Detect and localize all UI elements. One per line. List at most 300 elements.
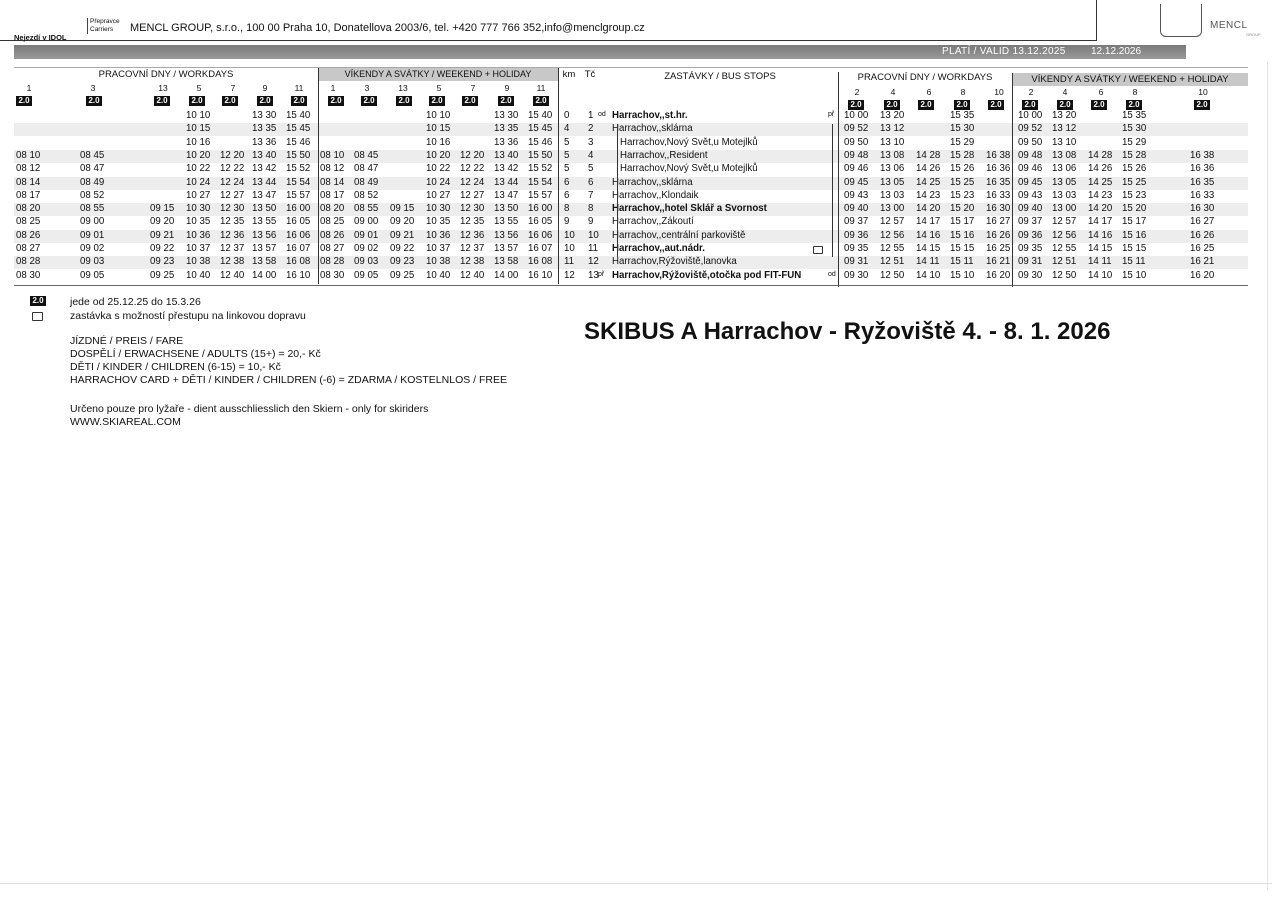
departure-time: 15 57 [286, 189, 311, 201]
departure-time: 15 54 [286, 176, 311, 188]
table-row [14, 110, 1248, 123]
departure-time: 15 17 [950, 216, 975, 228]
departure-time: 13 12 [1052, 123, 1077, 135]
table-row [14, 123, 1248, 136]
departure-time: 09 21 [390, 229, 415, 241]
departure-time: 12 35 [460, 216, 485, 228]
departure-time: 12 37 [220, 243, 245, 254]
departure-time: 14 20 [1088, 203, 1113, 215]
departure-time: 15 46 [528, 136, 553, 148]
departure-time: 15 45 [286, 123, 311, 135]
departure-time: 13 05 [1052, 176, 1077, 188]
departure-time: 08 14 [16, 176, 41, 188]
operation-badge: 2.0 [396, 96, 412, 106]
trip-number: 11 [536, 83, 546, 93]
departure-time: 15 50 [528, 149, 553, 161]
departure-time: 13 47 [252, 189, 277, 201]
departure-time: 12 20 [460, 149, 485, 161]
departure-time: 13 58 [494, 256, 519, 268]
carrier-label-cz: Přepravce [90, 18, 120, 25]
departure-time: 12 51 [880, 256, 905, 268]
departure-time: 16 27 [986, 216, 1011, 228]
table-bottom-line [14, 285, 1248, 286]
stop-name: Harrachov,Nový Svět,u Motejlků [620, 163, 758, 175]
departure-time: 13 56 [494, 229, 519, 241]
legend-transfer: zastávka s možností přestupu na linkovou dopravu [70, 310, 306, 322]
stop-number: 13 [588, 269, 599, 281]
departure-time: 14 26 [1088, 163, 1113, 175]
page-edge [1267, 62, 1268, 890]
departure-time: 10 36 [186, 229, 211, 241]
departure-time: 09 36 [844, 229, 869, 241]
section-divider [318, 68, 319, 284]
departure-time: 16 10 [528, 269, 553, 281]
departure-time: 13 55 [494, 216, 519, 228]
departure-time: 08 27 [320, 243, 345, 254]
departure-time: 15 52 [286, 163, 311, 175]
departure-time: 09 52 [844, 123, 869, 135]
trip-number: 11 [294, 83, 304, 93]
departure-time: 14 11 [1088, 256, 1112, 268]
operation-badge: 2.0 [462, 96, 478, 106]
operation-badge: 2.0 [328, 96, 344, 106]
km-value: 5 [564, 149, 570, 161]
direction-mark: př [828, 111, 835, 118]
departure-time: 10 16 [186, 136, 211, 148]
departure-time: 10 37 [426, 243, 451, 254]
trip-number: 1 [26, 83, 32, 93]
trip-number: 6 [1098, 87, 1104, 97]
departure-time: 15 54 [528, 176, 553, 188]
stop-number: 6 [588, 176, 594, 188]
departure-time: 15 10 [1122, 269, 1147, 281]
direction-line [617, 124, 618, 257]
table-row [14, 137, 1248, 150]
departure-time: 13 42 [252, 163, 277, 175]
departure-time: 09 20 [390, 216, 415, 228]
departure-time: 14 23 [1088, 189, 1113, 201]
departure-time: 10 16 [426, 136, 451, 148]
departure-time: 13 36 [252, 136, 277, 148]
departure-time: 14 17 [916, 216, 941, 228]
stop-name: Harrachov,,aut.nádr. [612, 243, 705, 254]
departure-time: 14 10 [916, 269, 941, 281]
departure-time: 09 15 [390, 203, 415, 215]
departure-time: 12 30 [220, 203, 245, 215]
departure-time: 09 31 [1018, 256, 1043, 268]
departure-time: 09 00 [354, 216, 379, 228]
operation-badge: 2.0 [222, 96, 238, 106]
departure-time: 09 36 [1018, 229, 1043, 241]
stop-number: 12 [588, 256, 599, 268]
table-row [14, 270, 1248, 283]
departure-time: 12 55 [880, 243, 905, 254]
departure-time: 15 45 [528, 123, 553, 135]
departure-time: 08 12 [320, 163, 345, 175]
departure-time: 16 00 [286, 203, 311, 215]
departure-time: 15 46 [286, 136, 311, 148]
departure-time: 08 20 [320, 203, 345, 215]
operation-badge: 2.0 [848, 100, 864, 110]
km-value: 9 [564, 216, 570, 228]
departure-time: 09 25 [150, 269, 175, 281]
departure-time: 09 52 [1018, 123, 1043, 135]
departure-time: 15 25 [1122, 176, 1147, 188]
departure-time: 09 35 [1018, 243, 1043, 254]
departure-time: 10 15 [426, 123, 451, 135]
departure-time: 13 42 [494, 163, 519, 175]
stop-number: 7 [588, 189, 594, 201]
table-row [14, 150, 1248, 163]
departure-time: 12 24 [220, 176, 245, 188]
departure-time: 14 00 [494, 269, 519, 281]
table-top-line [14, 67, 1248, 68]
departure-time: 10 40 [426, 269, 451, 281]
stop-name: Harrachov,,sklárna [612, 176, 693, 188]
departure-time: 08 25 [320, 216, 345, 228]
operation-badge: 2.0 [86, 96, 102, 106]
departure-time: 14 15 [916, 243, 941, 254]
trip-number: 10 [1198, 87, 1208, 97]
departure-time: 08 55 [354, 203, 379, 215]
departure-time: 14 00 [252, 269, 277, 281]
departure-time: 15 25 [950, 176, 975, 188]
operation-badge: 2.0 [154, 96, 170, 106]
departure-time: 10 27 [186, 189, 211, 201]
departure-time: 15 50 [286, 149, 311, 161]
fare-children: DĚTI / KINDER / CHILDREN (6-15) = 10,- Kč [70, 361, 281, 373]
operation-badge: 2.0 [16, 96, 32, 106]
trip-number: 9 [504, 83, 510, 93]
departure-time: 09 43 [844, 189, 869, 201]
departure-time: 08 12 [16, 163, 41, 175]
departure-time: 08 45 [354, 149, 379, 161]
skiers-only-note: Určeno pouze pro lyžaře - dient ausschliesslich den Skiern - only for skiriders [70, 403, 429, 415]
operation-badge: 2.0 [1126, 100, 1142, 110]
departure-time: 08 49 [354, 176, 379, 188]
departure-time: 09 45 [1018, 176, 1043, 188]
stop-name: Harrachov,Rýžoviště,otočka pod FIT-FUN [612, 269, 802, 281]
departure-time: 08 20 [16, 203, 41, 215]
operation-badge: 2.0 [1091, 100, 1107, 110]
departure-time: 16 00 [528, 203, 553, 215]
table-row [14, 190, 1248, 203]
stop-name: Harrachov,,Resident [620, 149, 708, 161]
departure-time: 13 20 [880, 110, 905, 121]
departure-time: 15 40 [286, 110, 311, 121]
departure-time: 09 21 [150, 229, 175, 241]
section-divider [558, 68, 559, 284]
stop-number: 9 [588, 216, 594, 228]
departure-time: 15 40 [528, 110, 553, 121]
departure-time: 15 30 [1122, 123, 1147, 135]
departure-time: 14 20 [916, 203, 941, 215]
header-frame [0, 0, 1097, 41]
departure-time: 14 11 [916, 256, 940, 268]
departure-time: 09 48 [844, 149, 869, 161]
departure-time: 13 03 [1052, 189, 1077, 201]
departure-time: 10 22 [426, 163, 451, 175]
logo-subtext: GROUP [1246, 32, 1261, 37]
departure-time: 14 15 [1088, 243, 1113, 254]
departure-time: 09 05 [80, 269, 105, 281]
departure-time: 15 23 [950, 189, 975, 201]
departure-time: 13 03 [880, 189, 905, 201]
departure-time: 08 10 [16, 149, 41, 161]
departure-time: 10 30 [426, 203, 451, 215]
departure-time: 12 36 [460, 229, 485, 241]
departure-time: 16 35 [1190, 176, 1215, 188]
right-workdays-header: PRACOVNÍ DNY / WORKDAYS [857, 72, 993, 83]
valid-from: PLATÍ / VALID 13.12.2025 [942, 46, 1066, 57]
departure-time: 12 20 [220, 149, 245, 161]
departure-time: 15 11 [1122, 256, 1146, 268]
operation-badge: 2.0 [918, 100, 934, 110]
fare-adults: DOSPĚLÍ / ERWACHSENE / ADULTS (15+) = 20,- Kč [70, 348, 321, 360]
logo-text: MENCL [1210, 20, 1248, 31]
departure-time: 13 06 [1052, 163, 1077, 175]
operation-badge: 2.0 [1194, 100, 1210, 110]
departure-time: 15 26 [950, 163, 975, 175]
departure-time: 15 29 [950, 136, 975, 148]
departure-time: 13 06 [880, 163, 905, 175]
departure-time: 08 52 [354, 189, 379, 201]
departure-time: 09 02 [80, 243, 105, 254]
operation-badge: 2.0 [533, 96, 549, 106]
departure-time: 13 35 [494, 123, 519, 135]
departure-time: 08 49 [80, 176, 105, 188]
departure-time: 15 28 [950, 149, 975, 161]
departure-time: 16 07 [528, 243, 553, 254]
km-value: 4 [564, 123, 570, 135]
departure-time: 16 36 [1190, 163, 1215, 175]
km-value: 10 [564, 243, 575, 254]
departure-time: 12 38 [460, 256, 485, 268]
departure-time: 16 20 [1190, 269, 1215, 281]
km-header: km [562, 69, 576, 80]
stop-name: Harrachov,Rýžoviště,lanovka [612, 256, 737, 268]
trip-number: 7 [470, 83, 476, 93]
operation-badge: 2.0 [954, 100, 970, 110]
km-value: 12 [564, 269, 575, 281]
departure-time: 15 11 [950, 256, 974, 268]
departure-time: 13 20 [1052, 110, 1077, 121]
left-workdays-header: PRACOVNÍ DNY / WORKDAYS [98, 69, 234, 80]
departure-time: 10 30 [186, 203, 211, 215]
table-row [14, 243, 1248, 256]
departure-time: 13 00 [1052, 203, 1077, 215]
departure-time: 16 25 [986, 243, 1011, 254]
departure-time: 14 10 [1088, 269, 1113, 281]
departure-time: 16 20 [986, 269, 1011, 281]
table-row [14, 177, 1248, 190]
legend-validity: jede od 25.12.25 do 15.3.26 [70, 296, 201, 308]
departure-time: 16 25 [1190, 243, 1215, 254]
trip-number: 6 [926, 87, 932, 97]
departure-time: 16 30 [986, 203, 1011, 215]
departure-time: 13 47 [494, 189, 519, 201]
departure-time: 08 47 [80, 163, 105, 175]
departure-time: 08 28 [16, 256, 41, 268]
departure-time: 09 35 [844, 243, 869, 254]
departure-time: 08 55 [80, 203, 105, 215]
departure-time: 15 20 [950, 203, 975, 215]
stop-name: Harrachov,Nový Svět,u Motejlků [620, 136, 758, 148]
stop-name: Harrachov,,Klondaik [612, 189, 699, 201]
departure-time: 16 06 [286, 229, 311, 241]
carrier-label [87, 18, 120, 34]
departure-time: 10 24 [186, 176, 211, 188]
table-row [14, 203, 1248, 216]
departure-time: 10 35 [426, 216, 451, 228]
departure-time: 14 16 [1088, 229, 1113, 241]
departure-time: 09 23 [390, 256, 415, 268]
departure-time: 10 10 [186, 110, 211, 121]
departure-time: 10 00 [844, 110, 869, 121]
departure-time: 13 10 [880, 136, 905, 148]
departure-time: 10 20 [426, 149, 451, 161]
direction-mark: od [598, 111, 606, 118]
departure-time: 15 35 [950, 110, 975, 121]
departure-time: 13 57 [494, 243, 519, 254]
km-value: 0 [564, 110, 570, 121]
table-row [14, 256, 1248, 269]
mencl-logo [1160, 4, 1272, 40]
departure-time: 08 14 [320, 176, 345, 188]
departure-time: 12 50 [880, 269, 905, 281]
departure-time: 08 25 [16, 216, 41, 228]
departure-time: 13 12 [880, 123, 905, 135]
departure-time: 12 22 [460, 163, 485, 175]
departure-time: 09 30 [1018, 269, 1043, 281]
departure-time: 09 48 [1018, 149, 1043, 161]
departure-time: 12 27 [460, 189, 485, 201]
stop-name: Harrachov,,centrální parkoviště [612, 229, 746, 241]
trip-number: 4 [890, 87, 896, 97]
departure-time: 08 17 [320, 189, 345, 201]
km-value: 10 [564, 229, 575, 241]
departure-time: 16 33 [986, 189, 1011, 201]
departure-time: 16 08 [286, 256, 311, 268]
departure-time: 09 03 [354, 256, 379, 268]
departure-time: 15 28 [1122, 149, 1147, 161]
trip-number: 3 [90, 83, 96, 93]
stop-number: 8 [588, 203, 594, 215]
departure-time: 10 35 [186, 216, 211, 228]
departure-time: 15 16 [950, 229, 975, 241]
departure-time: 09 50 [1018, 136, 1043, 148]
departure-time: 15 15 [950, 243, 975, 254]
left-weekend-header: VÍKENDY A SVÁTKY / WEEKEND + HOLIDAY [318, 68, 558, 81]
departure-time: 10 10 [426, 110, 451, 121]
stop-number: 2 [588, 123, 594, 135]
km-value: 8 [564, 203, 570, 215]
fare-title: JÍZDNÉ / PREIS / FARE [70, 335, 184, 347]
departure-time: 12 22 [220, 163, 245, 175]
departure-time: 14 23 [916, 189, 941, 201]
departure-time: 15 52 [528, 163, 553, 175]
operation-badge: 2.0 [291, 96, 307, 106]
departure-time: 16 06 [528, 229, 553, 241]
departure-time: 14 25 [1088, 176, 1113, 188]
departure-time: 10 38 [186, 256, 211, 268]
departure-time: 15 29 [1122, 136, 1147, 148]
departure-time: 16 07 [286, 243, 311, 254]
departure-time: 12 56 [1052, 229, 1077, 241]
departure-time: 12 56 [880, 229, 905, 241]
departure-time: 13 57 [252, 243, 277, 254]
departure-time: 09 23 [150, 256, 175, 268]
trip-number: 13 [158, 83, 168, 93]
km-value: 5 [564, 163, 570, 175]
departure-time: 10 15 [186, 123, 211, 135]
website: WWW.SKIAREAL.COM [70, 416, 181, 428]
departure-time: 08 27 [16, 243, 41, 254]
departure-time: 09 22 [390, 243, 415, 254]
departure-time: 09 40 [1018, 203, 1043, 215]
section-divider [838, 72, 839, 287]
carrier-label-en: Carriers [90, 26, 114, 33]
table-row [14, 230, 1248, 243]
departure-time: 13 44 [494, 176, 519, 188]
departure-time: 13 40 [252, 149, 277, 161]
departure-time: 10 40 [186, 269, 211, 281]
departure-time: 12 40 [460, 269, 485, 281]
km-value: 6 [564, 189, 570, 201]
stop-name: Harrachov,,Zákoutí [612, 216, 694, 228]
trip-number: 4 [1062, 87, 1068, 97]
operation-badge: 2.0 [1057, 100, 1073, 110]
departure-time: 12 35 [220, 216, 245, 228]
section-divider [1012, 73, 1013, 287]
departure-time: 09 22 [150, 243, 175, 254]
departure-time: 12 57 [1052, 216, 1077, 228]
departure-time: 16 27 [1190, 216, 1215, 228]
departure-time: 09 45 [844, 176, 869, 188]
stop-number: 3 [588, 136, 594, 148]
departure-time: 09 15 [150, 203, 175, 215]
tc-header: Tč [584, 69, 596, 80]
departure-time: 09 50 [844, 136, 869, 148]
departure-time: 14 28 [1088, 149, 1113, 161]
departure-time: 13 58 [252, 256, 277, 268]
departure-time: 09 30 [844, 269, 869, 281]
stop-name: Harrachov,,sklárna [612, 123, 693, 135]
departure-time: 13 50 [494, 203, 519, 215]
departure-time: 13 30 [252, 110, 277, 121]
trip-number: 7 [230, 83, 236, 93]
departure-time: 15 26 [1122, 163, 1147, 175]
departure-time: 09 01 [354, 229, 379, 241]
departure-time: 16 05 [528, 216, 553, 228]
trip-number: 3 [364, 83, 370, 93]
departure-time: 12 24 [460, 176, 485, 188]
trip-number: 8 [960, 87, 966, 97]
fare-free: HARRACHOV CARD + DĚTI / KINDER / CHILDREN (-6) = ZDARMA / KOSTELNLOS / FREE [70, 374, 507, 386]
departure-time: 12 51 [1052, 256, 1077, 268]
departure-time: 15 57 [528, 189, 553, 201]
departure-time: 13 10 [1052, 136, 1077, 148]
departure-time: 14 25 [916, 176, 941, 188]
operation-badge: 2.0 [498, 96, 514, 106]
departure-time: 10 00 [1018, 110, 1043, 121]
departure-time: 09 01 [80, 229, 105, 241]
departure-time: 12 36 [220, 229, 245, 241]
departure-time: 09 46 [844, 163, 869, 175]
departure-time: 13 55 [252, 216, 277, 228]
departure-time: 13 05 [880, 176, 905, 188]
departure-time: 16 38 [986, 149, 1011, 161]
